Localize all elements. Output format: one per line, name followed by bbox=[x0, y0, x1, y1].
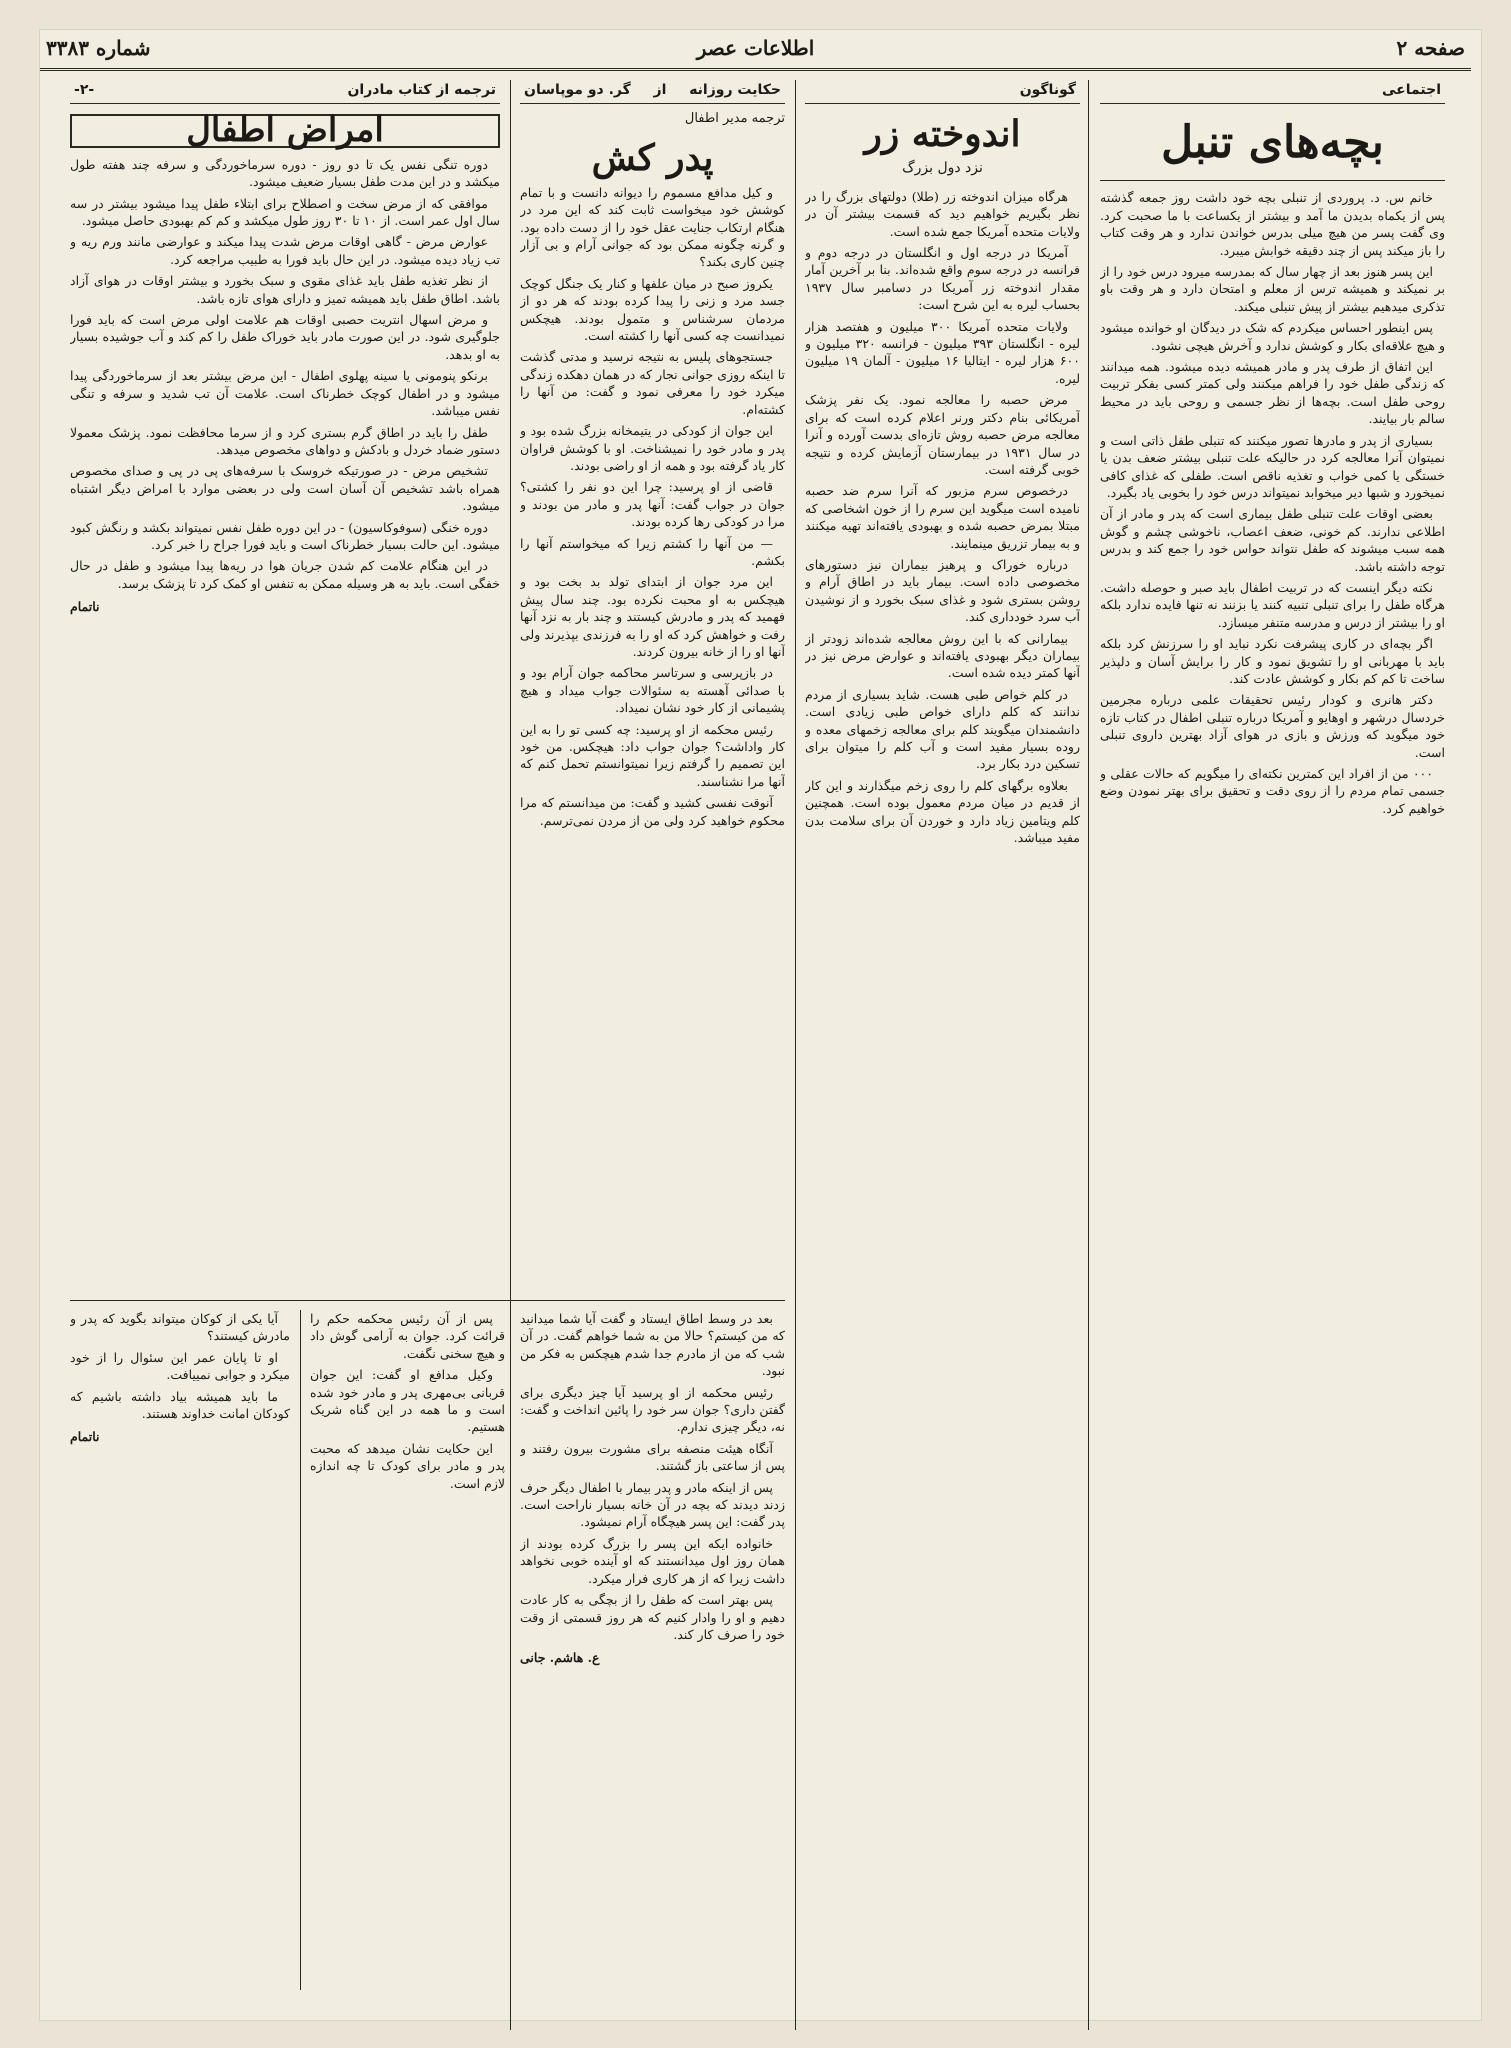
article-title: بچه‌های تنبل bbox=[1161, 117, 1384, 169]
paragraph: رئیس محکمه از او پرسید: چه کسی تو را به این کار واداشت؟ جوان جواب داد: هیچکس. من خود این تصمیم را گرفتم زیرا نمیتوانستم تحمل کنم که آنها مرا نشناسند. bbox=[520, 721, 785, 789]
column-rule bbox=[1088, 80, 1089, 2030]
section-kicker: حکایت روزانه از گر. دو موپاسان bbox=[520, 80, 785, 104]
paragraph: دکتر هانری و کودار رئیس تحقیقات علمی درباره مجرمین خردسال درشهر و اوهایو و آمریکا درباره تنبلی اطفال در کتاب تازه خود میگوید که ورزش و بازی در هوای آزاد بهترین داروی تنبلی است. bbox=[1100, 692, 1445, 760]
paragraph: یکروز صبح در میان علفها و کنار یک جنگل کوچک جسد مرد و زنی را پیدا کرده بودند که هر دو از مردمان سرشناس و متمول بودند. هیچکس نمیدانست چه کسی آنها را کشته است. bbox=[520, 275, 785, 344]
paragraph: — من آنها را کشتم زیرا که میخواستم آنها را بکشم. bbox=[520, 535, 785, 568]
paragraph: ولایات متحده آمریکا ۳۰۰ میلیون و هفتصد هزار لیره - انگلستان ۳۹۳ میلیون - فرانسه ۳۲۰ میلیون و ۶۰۰ هزار لیره - ایتالیا ۱۶ میلیون - آلمان ۱۹ میلیون لیره. bbox=[805, 318, 1080, 386]
issue-number: شماره ۳۳۸۳ bbox=[46, 36, 151, 60]
section-kicker: گوناگون bbox=[805, 80, 1080, 104]
paragraph: درخصوص سرم مزبور که آنرا سرم ضد حصبه نامیده است میگوید این سرم را از خون اشخاصی که مبتلا بمرض حصبه شده و بهبودی یافته‌اند تهیه میکنند و به بیمار تزریق مینمایند. bbox=[805, 483, 1080, 551]
divider bbox=[1100, 180, 1445, 181]
article-child-diseases bbox=[70, 80, 500, 1300]
article-title: اندوخته زر bbox=[864, 113, 1021, 156]
paragraph: ما باید همیشه بیاد داشته باشیم که کودکان امانت خداوند هستند. bbox=[70, 1388, 290, 1422]
article-lazy-children bbox=[1100, 80, 1445, 2040]
paragraph: موافقی که از مرض سخت و اصطلاح برای ابتلاء طفل پیدا میشود بیشتر در سه سال اول عمر است. از ۱۰ تا ۳۰ روز طول میکشد و کم کم بهبودی حاصل میشود. bbox=[70, 195, 500, 229]
paragraph: خانواده ایکه این پسر را بزرگ کرده بودند از همان روز اول میدانستند که او آینده خوبی نخواهد داشت زیرا که از هر کاری فرار میکرد. bbox=[520, 1535, 785, 1586]
column-rule bbox=[300, 1310, 301, 1990]
paragraph: این پسر هنوز بعد از چهار سال که بمدرسه میرود درس خود را از بر نمیکند و همیشه ترس از معلم و امتحان دارد و هر وقت باو تذکری میدهیم بیشتر از پیش تنبلی میکند. bbox=[1100, 264, 1445, 314]
article-title: پدر کش bbox=[591, 136, 714, 179]
paragraph: آنگاه هیئت منصفه برای مشورت بیرون رفتند و پس از ساعتی باز گشتند. bbox=[520, 1440, 785, 1474]
paragraph: و مرض اسهال انتریت حصبی اوقات هم علامت اولی مرض است که باید فورا جلوگیری شود. در این صورت مادر باید خوراک طفل را کم کند و آب جوشیده بسیار به او بدهد. bbox=[70, 312, 500, 362]
paragraph: درباره خوراک و پرهیز بیماران نیز دستورهای مخصوصی داده است. بیمار باید در اطاق آرام و روشن بستری شود و غذای سبک بخورد و از نوشیدن آب سرد خودداری کند. bbox=[805, 556, 1080, 625]
paragraph: آمریکا در درجه اول و انگلستان در درجه دوم و فرانسه در درجه سوم واقع شده‌اند. بنا بر آخرین آمار مقدار اندوخته زر آمریکا در دسامبر سال ۱۹۳۷ بحساب لیره به این شرح است: bbox=[805, 245, 1080, 313]
paragraph: دوره خنگی (سوفوکاسیون) - در این دوره طفل نفس نمیتواند بکشد و رنگش کبود میشود. این حالت بسیار خطرناک است و باید فورا جراح را خبر کرد. bbox=[70, 519, 500, 552]
article-subtitle: نزد دول بزرگ bbox=[902, 160, 983, 177]
paragraph: این اتفاق از طرف پدر و مادر همیشه دیده میشود. همه میدانند که زندگی طفل خود را فراهم میکنند ولی کمتر کسی بفکر تربیت روحی طفل است. بچه‌ها از نظر جسمی و روحی باید در محیط سالم بار بیایند. bbox=[1100, 359, 1445, 427]
paragraph: هرگاه میزان اندوخته زر (طلا) دولتهای بزرگ را در نظر بگیریم خواهیم دید که قسمت بیشتر آن در ولایات متحده آمریکا جمع شده است. bbox=[805, 188, 1080, 239]
paragraph: پس بهتر است که طفل را از بچگی به کار عادت دهیم و او را وادار کنیم که هر روز قسمتی از وقت خود را صرف کار کند. bbox=[520, 1592, 785, 1642]
paragraph: قاضی از او پرسید: چرا این دو نفر را کشتی؟ جوان در جواب گفت: آنها پدر و مادر من بودند و مرا در کودکی رها کرده بودند. bbox=[520, 479, 785, 530]
paragraph: ۰۰۰ من از افراد این کمترین نکته‌ای را میگویم که حالات عقلی و جسمی تمام مردم را از روی دقت و تحقیق برای بهتر نمودن وضع خواهیم کرد. bbox=[1100, 766, 1445, 816]
continued-note: ناتمام bbox=[70, 1429, 100, 1445]
column-rule bbox=[510, 80, 511, 2030]
paragraph: برنکو پنومونی یا سینه پهلوی اطفال - این مرض بیشتر بعد از سرماخوردگی پیدا میشود و در اطفال کوچک خطرناک است. علامت آن تب شدید و سرفه و تنگی نفس میباشد. bbox=[70, 368, 500, 419]
paragraph: این حکایت نشان میدهد که محبت پدر و مادر برای کودک تا چه اندازه لازم است. bbox=[310, 1440, 505, 1491]
paragraph: آنوقت نفسی کشید و گفت: من میدانستم که مرا محکوم خواهید کرد ولی من از مردن نمی‌ترسم. bbox=[520, 795, 785, 828]
paragraph: وکیل مدافع او گفت: این جوان قربانی بی‌مهری پدر و مادر خود شده است و ما همه در این گناه شریک هستیم. bbox=[310, 1367, 505, 1435]
paragraph: آیا یکی از کوکان میتواند بگوید که پدر و مادرش کیستند؟ bbox=[70, 1311, 290, 1344]
newspaper-name: اطلاعات عصر bbox=[696, 36, 815, 60]
page-number: صفحه ۲ bbox=[1396, 36, 1465, 60]
paragraph: طفل را باید در اطاق گرم بستری کرد و از سرما محافظت نمود. پزشک معمولا دستور ضماد خردل و بادکش و دواهای مخصوص میدهد. bbox=[70, 424, 500, 457]
article-gold-reserves bbox=[805, 80, 1080, 2040]
paragraph: اگر بچه‌ای در کاری پیشرفت نکرد نباید او را سرزنش کرد بلکه باید با مهربانی او را تشویق نمود و کار را برایش آسان و دلپذیر ساخت تا کم کم بکار و کوشش عادت کند. bbox=[1100, 636, 1445, 686]
paragraph: رئیس محکمه از او پرسید آیا چیز دیگری برای گفتن داری؟ جوان سر خود را پائین انداخت و گفت: نه، دیگر چیزی ندارم. bbox=[520, 1384, 785, 1435]
paragraph: در کلم خواص طبی هست. شاید بسیاری از مردم ندانند که کلم دارای خواص طبی زیادی است. دانشمندان میگویند کلم برای معالجه زخمهای معده و روده بسیار مفید است و آب کلم را میتوان برای تسکین درد بکار برد. bbox=[805, 686, 1080, 772]
column-rule bbox=[795, 80, 796, 2030]
paragraph: بعضی اوقات علت تنبلی طفل بیماری است که پدر و مادر از آن اطلاعی ندارند. کم خونی، ضعف اعصاب، ناخوشی چشم و گوش همه سبب میشوند که طفل نتواند حواس خود را جمع کند و بدرس توجه داشته باشد. bbox=[1100, 506, 1445, 574]
paragraph: تشخیص مرض - در صورتیکه خروسک با سرفه‌های پی در پی و صدای مخصوص همراه باشد تشخیص آن آسان است ولی در بعضی موارد با امراض دیگر اشتباه میشود. bbox=[70, 463, 500, 514]
paragraph: پس اینطور احساس میکردم که شک در دیدگان او خوانده میشود و هیچ علاقه‌ای بکار و کوشش ندارد و آخرش هیچی نشود. bbox=[1100, 320, 1445, 353]
paragraph: در این هنگام علامت کم شدن جریان هوا در ریه‌ها پیدا میشود و طفل در حال خفگی است. باید به هر وسیله ممکن به تنفس او کمک کرد تا پزشک برسد. bbox=[70, 558, 500, 591]
section-kicker: اجتماعی bbox=[1100, 80, 1445, 104]
paragraph: این جوان از کودکی در یتیمخانه بزرگ شده بود و پدر و مادر خود را نمیشناخت. او با کوشش فراوان کار یاد گرفته بود و همه از او راضی بودند. bbox=[520, 423, 785, 473]
paragraph: پس از آن رئیس محکمه حکم را قرائت کرد. جوان به آرامی گوش داد و هیچ سخنی نگفت. bbox=[310, 1311, 505, 1361]
paragraph: بیمارانی که با این روش معالجه شده‌اند زودتر از بیماران دیگر بهبودی یافته‌اند و عوارض مرض نیز در آنها کمتر دیده شده است. bbox=[805, 630, 1080, 681]
section-rule bbox=[70, 1300, 785, 1301]
paragraph: از نظر تغذیه طفل باید غذای مقوی و سبک بخورد و بیشتر اوقات در هوای آزاد باشد. اطاق طفل باید همیشه تمیز و دارای هوای تازه باشد. bbox=[70, 273, 500, 306]
paragraph: خانم س. د. پروردی از تنبلی بچه خود داشت روز جمعه گذشته پس از یکماه بدیدن ما آمد و بیشتر از یکساعت با ما صحبت کرد. وی گفت پسر من هیچ میلی بدرس خواندن ندارد و هر وقت کتاب را باز میکند پس از چند دقیقه خوابش میبرد. bbox=[1100, 190, 1445, 258]
masthead bbox=[40, 28, 1471, 71]
paragraph: این مرد جوان از ابتدای تولد بد بخت بود و هیچکس به او محبت نکرده بود. چند سال پیش فهمید که پدر و مادرش کیستند و چند بار به نزد آنها رفت و خواهش کرد که او را به فرزندی بپذیرند ولی آنها او را از خانه بیرون کردند. bbox=[520, 574, 785, 659]
article-title: امراض اطفال bbox=[70, 114, 500, 147]
paragraph: بعلاوه برگهای کلم را روی زخم میگذارند و این کار از قدیم در میان مردم معمول بوده است. همچنین کلم ویتامین زیاد دارد و خوردن آن برای سلامت بدن مفید میباشد. bbox=[805, 777, 1080, 846]
installment-number: -۲- bbox=[74, 82, 95, 98]
paragraph: مرض حصبه را معالجه نمود. یک نفر پزشک آمریکائی بنام دکتر ورنر اعلام کرده است که برای معالجه مرض حصبه روش تازه‌ای بدست آورده و آنرا در سال ۱۹۳۱ در بیمارستان آزمایش کرده و نتیجه خوبی گرفته است. bbox=[805, 392, 1080, 477]
story-continuation-right bbox=[520, 1310, 785, 1990]
paragraph: و کیل مدافع مسموم را دیوانه دانست و با تمام کوشش خود میخواست ثابت کند که این مرد در هنگام ارتکاب جنایت عقل خود را از دست داده بود. و گرنه چگونه ممکن بود که جوانی آرام و بی آزار چنین کاری بکند؟ bbox=[520, 184, 785, 270]
paragraph: جستجوهای پلیس به نتیجه نرسید و مدتی گذشت تا اینکه روزی جوانی نجار که در همان دهکده زندگی میکرد خود را معرفی نمود و گفت: من آنها را کشته‌ام. bbox=[520, 349, 785, 417]
section-kicker: ترجمه از کتاب مادران -۲- bbox=[70, 80, 500, 104]
byline: ترجمه مدیر اطفال bbox=[684, 111, 785, 127]
paragraph: دوره تنگی نفس یک تا دو روز - دوره سرماخوردگی و سرفه چند هفته طول میکشد و در این مدت طفل بسیار ضعیف میشود. bbox=[70, 156, 500, 190]
paragraph: او تا پایان عمر این سئوال را از خود میکرد و جوابی نمییافت. bbox=[70, 1349, 290, 1383]
paragraph: پس از اینکه مادر و پدر بیمار با اطفال دیگر حرف زدند دیدند که بچه در آن خانه بسیار ناراحت است. پدر گفت: این پسر هیچگاه آرام نمیشود. bbox=[520, 1479, 785, 1530]
paragraph: در بازپرسی و سرتاسر محاکمه جوان آرام بود و با صدائی آهسته به سئوالات جواب میداد و هیچ پشیمانی از کار خود نشان نمیداد. bbox=[520, 665, 785, 716]
paragraph: بسیاری از پدر و مادرها تصور میکنند که تنبلی طفل ذاتی است و نمیتوان آنرا معالجه کرد در حالیکه علت تنبلی بیشتر ضعف بدن یا خستگی یا کمی خواب و تغذیه ناقص است. طفلی که غذای کافی نمیخورد و شبها دیر میخوابد نمیتواند درس خود را بخوبی یاد بگیرد. bbox=[1100, 432, 1445, 500]
story-continuation-middle bbox=[310, 1310, 505, 1990]
continued-note: ناتمام bbox=[70, 599, 100, 615]
paragraph: عوارض مرض - گاهی اوقات مرض شدت پیدا میکند و عوارضی مانند ورم ریه و تب زیاد دیده میشود. در این حال باید فورا به طبیب مراجعه کرد. bbox=[70, 234, 500, 267]
paragraph: نکته دیگر اینست که در تربیت اطفال باید صبر و حوصله داشت. هرگاه طفل را برای تنبلی تنبیه کنند یا بزنند نه تنها فایده ندارد بلکه او را بیشتر از درس و مدرسه متنفر میسازد. bbox=[1100, 579, 1445, 630]
article-patricide-story bbox=[520, 80, 785, 1300]
author-signature: ع. هاشم. جانی bbox=[520, 1650, 600, 1666]
story-continuation-left bbox=[70, 1310, 290, 1990]
paragraph: بعد در وسط اطاق ایستاد و گفت آیا شما میدانید که من کیستم؟ حالا من به شما خواهم گفت. در آن شب که من از مادرم جدا شدم هیچکس به فکر من نبود. bbox=[520, 1311, 785, 1379]
